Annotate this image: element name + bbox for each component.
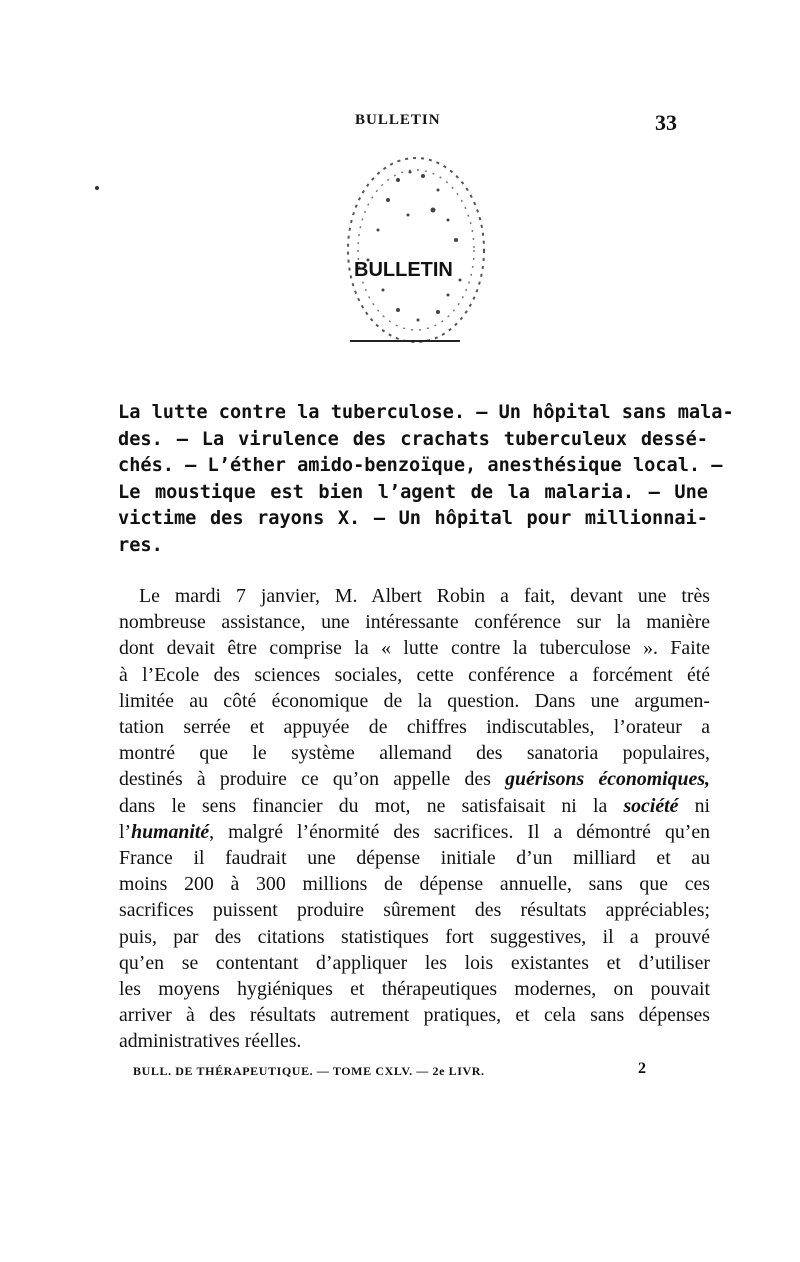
page-footer	[0, 1060, 800, 1084]
signature-mark: 2	[638, 1060, 647, 1077]
speck-mark	[95, 186, 99, 190]
body-paragraph	[119, 583, 710, 1055]
summary-line: victime des rayons X. — Un hôpital pour millionnai-	[118, 508, 708, 529]
body-line: montré que le système allemand des sanatoria populaires,	[119, 742, 710, 765]
body-line	[119, 819, 710, 845]
svg-text:BULLETIN: BULLETIN	[354, 259, 453, 281]
stamp-rule	[350, 340, 460, 342]
body-text-span: ni	[678, 794, 710, 817]
emphasis-text: humanité	[131, 820, 210, 843]
body-line: à l’Ecole des sciences sociales, cette conférence a forcément été	[119, 663, 710, 686]
footer-signature: BULL. DE THÉRAPEUTIQUE. — TOME CXLV. — 2e LIVR.	[133, 1064, 485, 1078]
body-line	[119, 793, 710, 819]
library-stamp-icon	[338, 140, 488, 350]
emphasis-text: société	[623, 794, 679, 817]
page-number: 33	[655, 110, 677, 135]
summary-line: chés. — L’éther amido-benzoïque, anesthésique local. —	[118, 455, 723, 476]
summary-line: La lutte contre la tuberculose. — Un hôpital sans mala-	[118, 402, 734, 423]
body-line: Le mardi 7 janvier, M. Albert Robin a fait, devant une très	[139, 585, 710, 607]
body-line: France il faudrait une dépense initiale d’un milliard et au	[119, 847, 710, 870]
emphasis-text: guérisons économiques,	[505, 768, 710, 791]
body-line: tation serrée et appuyée de chiffres indiscutables, l’orateur a	[119, 716, 710, 739]
summary-line: res.	[118, 534, 163, 556]
body-text-span: destinés à produire ce qu’on appelle des	[119, 768, 506, 791]
body-line: arriver à des résultats autrement pratiques, et cela sans dépenses	[119, 1004, 710, 1027]
body-line: sacrifices puissent produire sûrement des résultats appréciables;	[119, 899, 710, 922]
body-line: administratives réelles.	[119, 1030, 302, 1053]
body-line: qu’en se contentant d’appliquer les lois existantes et d’utiliser	[119, 951, 710, 974]
body-line: limitée au côté économique de la question. Dans une argumen-	[119, 689, 710, 712]
body-line: nombreuse assistance, une intéressante conférence sur la manière	[119, 611, 710, 634]
body-text-span: dans le sens financier du mot, ne satisfaisait ni la	[119, 794, 624, 817]
summary-line: Le moustique est bien l’agent de la malaria. — Une	[118, 481, 708, 503]
body-line: puis, par des citations statistiques fort suggestives, il a prouvé	[119, 925, 710, 948]
summary-line: des. — La virulence des crachats tuberculeux dessé-	[118, 428, 708, 450]
body-line	[119, 766, 710, 792]
body-line: dont devait être comprise la « lutte contre la tuberculose ». Faite	[119, 637, 710, 660]
body-line: moins 200 à 300 millions de dépense annuelle, sans que ces	[119, 873, 710, 896]
body-line: les moyens hygiéniques et thérapeutiques modernes, on pouvait	[119, 978, 710, 1001]
body-text-span: l’	[119, 820, 132, 843]
running-header	[0, 110, 800, 140]
chapter-summary	[118, 400, 734, 559]
running-title: BULLETIN	[355, 112, 441, 128]
body-text-span: , malgré l’énormité des sacrifices. Il a démontré qu’en	[209, 820, 710, 843]
